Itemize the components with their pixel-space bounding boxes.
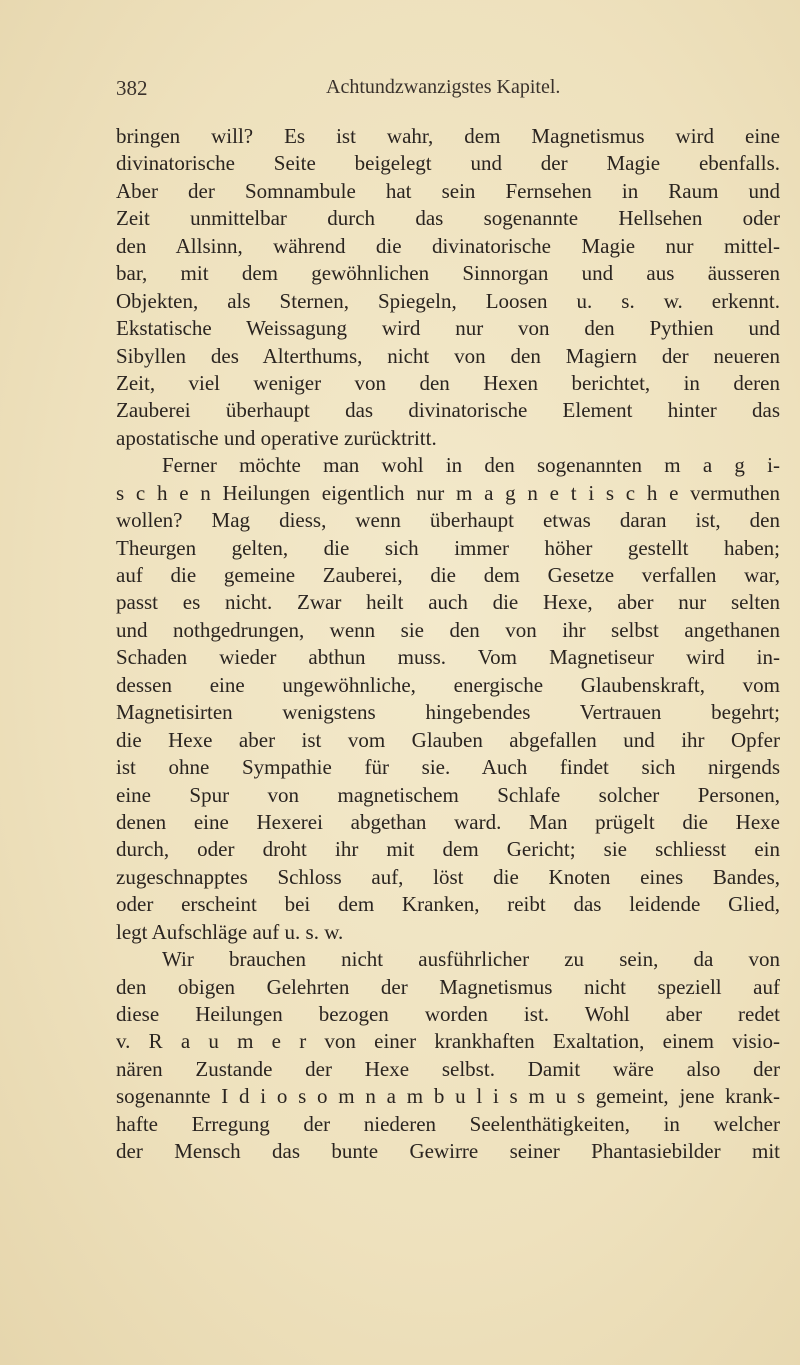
text-line: diese Heilungen bezogen worden ist. Wohl aber redet — [116, 1002, 780, 1026]
page-number: 382 — [116, 76, 148, 100]
text-line: dessen eine ungewöhnliche, energische Glaubenskraft, vom — [116, 672, 780, 697]
page-header — [116, 76, 776, 106]
text-line: Theurgen gelten, die sich immer höher gestellt haben; — [116, 535, 780, 560]
text-line: zugeschnapptes Schloss auf, löst die Knoten eines Bandes, — [116, 864, 780, 889]
body-text — [116, 123, 780, 1166]
text-line: bringen will? Es ist wahr, dem Magnetismus wird eine — [116, 124, 780, 148]
text-line: durch, oder droht ihr mit dem Gericht; sie schliesst ein — [116, 837, 780, 862]
text-line: denen eine Hexerei abgethan ward. Man prügelt die Hexe — [116, 809, 780, 834]
text-line: ist ohne Sympathie für sie. Auch findet sich nirgends — [116, 755, 780, 780]
text-line: oder erscheint bei dem Kranken, reibt das leidende Glied, — [116, 892, 780, 917]
text-line: Zauberei überhaupt das divinatorische Element hinter das — [116, 398, 780, 423]
text-line: und nothgedrungen, wenn sie den von ihr selbst angethanen — [116, 617, 780, 642]
text-line: Ekstatische Weissagung wird nur von den Pythien und — [116, 316, 780, 341]
text-line: Sibyllen des Alterthums, nicht von den Magiern der neueren — [116, 343, 780, 368]
text-line: die Hexe aber ist vom Glauben abgefallen und ihr Opfer — [116, 727, 780, 752]
text-line: eine Spur von magnetischem Schlafe solcher Personen, — [116, 782, 780, 807]
text-line: Schaden wieder abthun muss. Vom Magnetiseur wird in- — [116, 645, 780, 670]
text-line: divinatorische Seite beigelegt und der Magie ebenfalls. — [116, 151, 780, 176]
text-line: v. R a u m e r von einer krankhaften Exaltation, einem visio- — [116, 1029, 780, 1054]
text-line: bar, mit dem gewöhnlichen Sinnorgan und aus äusseren — [116, 261, 780, 286]
text-line: nären Zustande der Hexe selbst. Damit wäre also der — [116, 1056, 780, 1081]
text-line: hafte Erregung der niederen Seelenthätigkeiten, in welcher — [116, 1111, 780, 1136]
text-line: passt es nicht. Zwar heilt auch die Hexe, aber nur selten — [116, 590, 780, 615]
running-title: Achtundzwanzigstes Kapitel. — [326, 76, 561, 98]
text-line: auf die gemeine Zauberei, die dem Gesetze verfallen war, — [116, 563, 780, 587]
text-line: Zeit, viel weniger von den Hexen berichtet, in deren — [116, 370, 780, 395]
text-line: Ferner möchte man wohl in den sogenannten m a g i- — [162, 453, 780, 478]
text-line: den Allsinn, während die divinatorische Magie nur mittel- — [116, 233, 780, 258]
text-line: legt Aufschläge auf u. s. w. — [116, 919, 344, 944]
text-line: sogenannte I d i o s o m n a m b u l i s m u s gemeint, jene krank- — [116, 1084, 780, 1109]
text-line: Objekten, als Sternen, Spiegeln, Loosen u. s. w. erkennt. — [116, 288, 780, 313]
text-line: Aber der Somnambule hat sein Fernsehen in Raum und — [116, 178, 780, 203]
text-line: apostatische und operative zurücktritt. — [116, 425, 437, 450]
text-line: wollen? Mag diess, wenn überhaupt etwas daran ist, den — [116, 508, 780, 533]
text-line: den obigen Gelehrten der Magnetismus nicht speziell auf — [116, 974, 780, 999]
text-line: Wir brauchen nicht ausführlicher zu sein, da von — [162, 947, 780, 972]
text-line: Zeit unmittelbar durch das sogenannte Hellsehen oder — [116, 206, 780, 231]
text-line: s c h e n Heilungen eigentlich nur m a g n e t i s c h e vermuthen — [116, 480, 780, 505]
text-line: der Mensch das bunte Gewirre seiner Phantasiebilder mit — [116, 1139, 780, 1164]
text-line: Magnetisirten wenigstens hingebendes Vertrauen begehrt; — [116, 700, 780, 725]
